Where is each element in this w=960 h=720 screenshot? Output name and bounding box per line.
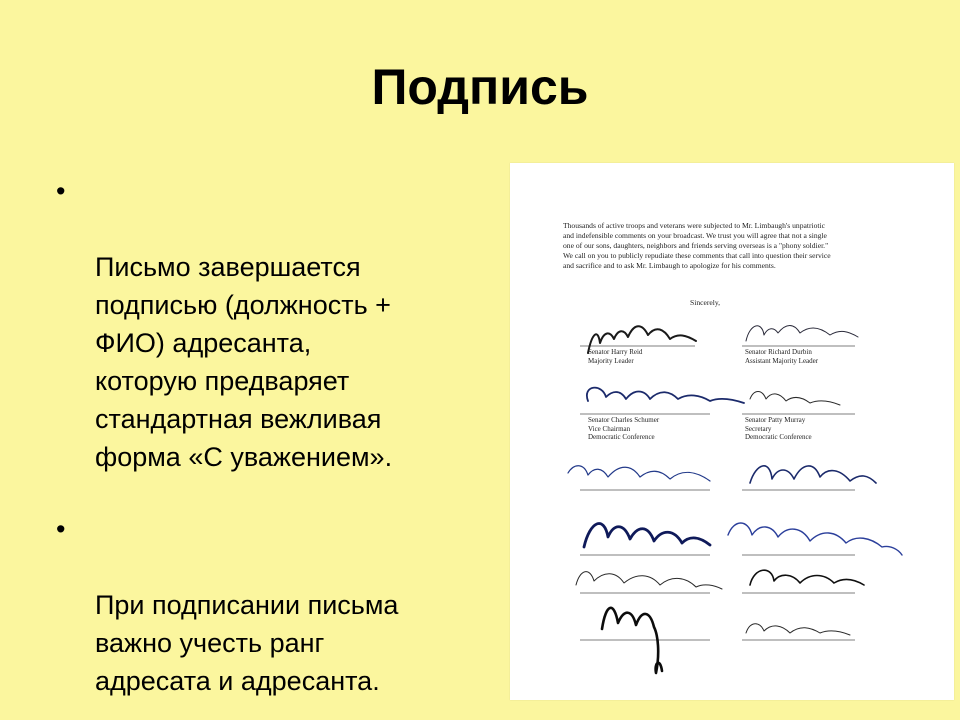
signer-caption: Senator Richard Durbin Assistant Majority Leader — [745, 348, 819, 365]
signatures-graphic — [510, 163, 954, 700]
letter-line: and sacrifice and to ask Mr. Limbaugh to apologize for his comments. — [563, 261, 776, 270]
signer-caption: Senator Charles Schumer Vice Chairman Democratic Conference — [588, 416, 660, 441]
signature-harkin — [568, 466, 710, 481]
bullet-text: Письмо завершается подписью (должность + ФИО) адресанта, которую предваряет стандартная вежливая форма «С уважением». — [95, 252, 393, 472]
bullet-text: При подписании письма важно учесть ранг адресата и адресанта. — [95, 590, 399, 696]
signature-whitehouse — [584, 524, 710, 547]
bullet-item — [52, 172, 472, 476]
bullet-icon: • — [56, 514, 66, 544]
signature-sanders — [746, 624, 850, 635]
bullet-item — [52, 510, 472, 700]
slide-title: Подпись — [371, 59, 589, 115]
bullet-icon: • — [56, 176, 66, 206]
signature-durbin — [746, 326, 858, 342]
letter-line: We call on you to publicly repudiate these comments that call into question their service — [563, 251, 831, 260]
signer-caption: Senator Harry Reid Majority Leader — [588, 348, 643, 365]
signature-lautenberg — [728, 523, 902, 555]
signature-schumer — [587, 388, 744, 403]
letter-line: one of our sons, daughters, neighbors and friends serving overseas is a "phony soldier." — [563, 241, 829, 250]
letter-line: Thousands of active troops and veterans were subjected to Mr. Limbaugh's unpatriotic — [563, 221, 826, 230]
letter-closing: Sincerely, — [690, 298, 721, 307]
signature-murray — [750, 392, 840, 406]
signer-caption: Senator Patty Murray Secretary Democratic Conference — [745, 416, 812, 441]
signature-clinton — [576, 572, 722, 589]
letter-line: and indefensible comments on your broadcast. We trust you will agree that not a single — [563, 231, 827, 240]
signature-biden — [750, 570, 864, 585]
bullet-list — [52, 172, 472, 700]
signature-reid — [588, 326, 696, 353]
signature-reed-jack — [750, 466, 876, 483]
signature-durbin-2 — [602, 608, 662, 673]
signed-letter-image — [510, 163, 954, 700]
